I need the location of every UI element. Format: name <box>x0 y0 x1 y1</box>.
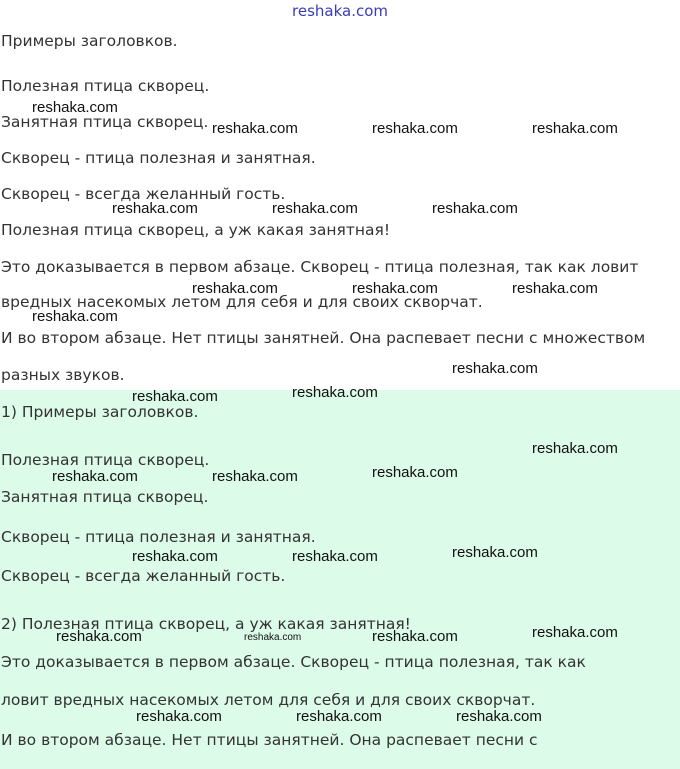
watermark: reshaka.com <box>292 384 378 401</box>
watermark: reshaka.com <box>32 99 118 116</box>
watermark: reshaka.com <box>452 544 538 561</box>
text-line: Это доказывается в первом абзаце. Скворец - птица полезная, так как ловит <box>1 258 639 276</box>
text-line: 2) Полезная птица скворец, а уж какая занятная! <box>1 615 411 633</box>
text-line: Скворец - птица полезная и занятная. <box>1 528 316 546</box>
text-line: Полезная птица скворец. <box>1 77 210 95</box>
watermark: reshaka.com <box>532 624 618 641</box>
watermark: reshaka.com <box>456 708 542 725</box>
text-line: Полезная птица скворец, а уж какая занятная! <box>1 221 391 239</box>
watermark: reshaka.com <box>136 708 222 725</box>
watermark: reshaka.com <box>372 120 458 137</box>
text-line: Это доказывается в первом абзаце. Скворец - птица полезная, так как <box>1 653 586 671</box>
watermark: reshaka.com <box>452 360 538 377</box>
text-line: Занятная птица скворец. <box>1 113 209 131</box>
watermark: reshaka.com <box>512 280 598 297</box>
text-line: вредных насекомых летом для себя и для своих скворчат. <box>1 293 483 311</box>
watermark: reshaka.com <box>212 120 298 137</box>
watermark: reshaka.com <box>32 308 118 325</box>
site-header-link[interactable]: reshaka.com <box>292 2 388 20</box>
watermark: reshaka.com <box>532 120 618 137</box>
text-line: разных звуков. <box>1 366 125 384</box>
watermark: reshaka.com <box>372 464 458 481</box>
text-line: И во втором абзаце. Нет птицы занятней. Она распевает песни с <box>1 731 538 749</box>
text-line: Занятная птица скворец. <box>1 488 209 506</box>
watermark: reshaka.com <box>192 280 278 297</box>
text-line: Примеры заголовков. <box>1 32 178 50</box>
text-line: Скворец - всегда желанный гость. <box>1 185 286 203</box>
watermark: reshaka.com <box>272 200 358 217</box>
watermark: reshaka.com <box>296 708 382 725</box>
watermark: reshaka.com <box>432 200 518 217</box>
watermark: reshaka.com <box>212 468 298 485</box>
watermark: reshaka.com <box>112 200 198 217</box>
text-line: И во втором абзаце. Нет птицы занятней. Она распевает песни с множеством <box>1 329 646 347</box>
text-line: Полезная птица скворец. <box>1 451 210 469</box>
watermark: reshaka.com <box>532 440 618 457</box>
text-line: Скворец - птица полезная и занятная. <box>1 149 316 167</box>
text-line: ловит вредных насекомых летом для себя и для своих скворчат. <box>1 691 536 709</box>
watermark: reshaka.com <box>292 548 378 565</box>
watermark: reshaka.com <box>132 548 218 565</box>
text-line: 1) Примеры заголовков. <box>1 403 199 421</box>
watermark: reshaka.com <box>132 388 218 405</box>
watermark: reshaka.com <box>372 628 458 645</box>
watermark: reshaka.com <box>244 632 302 643</box>
watermark: reshaka.com <box>52 468 138 485</box>
watermark: reshaka.com <box>352 280 438 297</box>
text-line: Скворец - всегда желанный гость. <box>1 567 286 585</box>
watermark: reshaka.com <box>56 628 142 645</box>
